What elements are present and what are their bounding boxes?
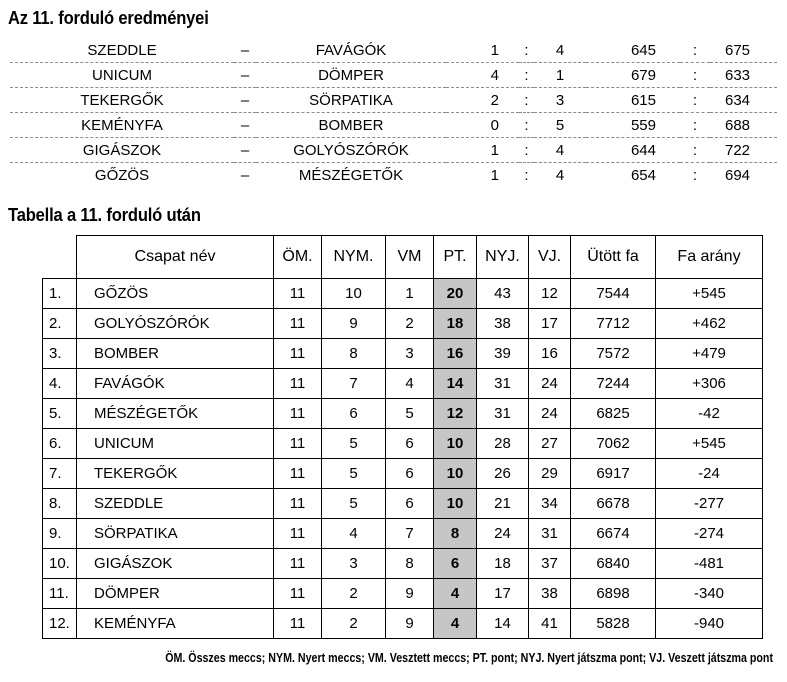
standings-om: 11 bbox=[274, 609, 322, 639]
standings-pt: 14 bbox=[434, 369, 477, 399]
standings-utott-fa: 6674 bbox=[571, 519, 656, 549]
standings-vj: 24 bbox=[529, 399, 571, 429]
match-dash: – bbox=[240, 166, 250, 184]
standings-vj: 27 bbox=[529, 429, 571, 459]
standings-nyj: 38 bbox=[477, 309, 529, 339]
match-sets-home: 1 bbox=[490, 141, 499, 159]
standings-row bbox=[43, 369, 763, 399]
standings-om: 11 bbox=[274, 369, 322, 399]
standings-nym: 6 bbox=[322, 399, 386, 429]
standings-nyj: 28 bbox=[477, 429, 529, 459]
standings-team: BOMBER bbox=[77, 339, 274, 369]
standings-rank: 2. bbox=[43, 309, 77, 339]
standings-rank: 11. bbox=[43, 579, 77, 609]
standings-om: 11 bbox=[274, 459, 322, 489]
standings-team: SZEDDLE bbox=[77, 489, 274, 519]
standings-utott-fa: 7244 bbox=[571, 369, 656, 399]
standings-om: 11 bbox=[274, 549, 322, 579]
standings-fa-arany: -274 bbox=[656, 519, 763, 549]
standings-utott-fa: 6898 bbox=[571, 579, 656, 609]
match-pins-away: 688 bbox=[724, 116, 751, 134]
standings-vj: 17 bbox=[529, 309, 571, 339]
match-away-team: DÖMPER bbox=[318, 66, 384, 84]
standings-header-row bbox=[43, 236, 763, 279]
standings-vj: 29 bbox=[529, 459, 571, 489]
standings-nyj: 14 bbox=[477, 609, 529, 639]
match-row bbox=[10, 38, 777, 63]
standings-pt: 12 bbox=[434, 399, 477, 429]
match-pins-away: 694 bbox=[724, 166, 751, 184]
standings-header-nym: NYM. bbox=[322, 236, 386, 279]
standings-nym: 2 bbox=[322, 609, 386, 639]
standings-table bbox=[42, 235, 763, 639]
standings-pt: 8 bbox=[434, 519, 477, 549]
match-dash: – bbox=[240, 116, 250, 134]
match-sets-away: 4 bbox=[555, 141, 565, 159]
standings-om: 11 bbox=[274, 339, 322, 369]
standings-vj: 38 bbox=[529, 579, 571, 609]
match-home-team: GIGÁSZOK bbox=[82, 141, 162, 159]
standings-pt: 6 bbox=[434, 549, 477, 579]
match-row bbox=[10, 88, 777, 113]
standings-fa-arany: +479 bbox=[656, 339, 763, 369]
standings-nym: 8 bbox=[322, 339, 386, 369]
standings-utott-fa: 6678 bbox=[571, 489, 656, 519]
match-sets-away: 4 bbox=[555, 166, 565, 184]
standings-utott-fa: 6840 bbox=[571, 549, 656, 579]
standings-nym: 4 bbox=[322, 519, 386, 549]
standings-rank: 8. bbox=[43, 489, 77, 519]
match-home-team: GŐZÖS bbox=[94, 166, 150, 184]
standings-om: 11 bbox=[274, 399, 322, 429]
match-home-team: TEKERGŐK bbox=[80, 91, 164, 109]
standings-utott-fa: 7572 bbox=[571, 339, 656, 369]
match-sets-colon: : bbox=[524, 41, 529, 59]
results-title: Az 11. forduló eredményei bbox=[8, 8, 209, 28]
standings-utott-fa: 6917 bbox=[571, 459, 656, 489]
match-pins-colon: : bbox=[692, 91, 698, 109]
standings-fa-arany: -24 bbox=[656, 459, 763, 489]
match-home-team: UNICUM bbox=[92, 66, 152, 84]
standings-nyj: 17 bbox=[477, 579, 529, 609]
legend-text: ÖM. Összes meccs; NYM. Nyert meccs; VM. Vesztett meccs; PT. pont; NYJ. Nyert játszma pont; VJ. Veszett játszma pont bbox=[165, 650, 774, 665]
standings-vm: 6 bbox=[386, 489, 434, 519]
standings-utott-fa: 7712 bbox=[571, 309, 656, 339]
standings-fa-arany: +462 bbox=[656, 309, 763, 339]
standings-header-utott-fa: Ütött fa bbox=[571, 236, 656, 279]
standings-team: TEKERGŐK bbox=[77, 459, 274, 489]
match-sets-home: 2 bbox=[490, 91, 499, 109]
standings-om: 11 bbox=[274, 579, 322, 609]
standings-nyj: 43 bbox=[477, 279, 529, 309]
standings-fa-arany: -940 bbox=[656, 609, 763, 639]
match-pins-away: 634 bbox=[724, 91, 751, 109]
standings-vm: 5 bbox=[386, 399, 434, 429]
standings-rank: 7. bbox=[43, 459, 77, 489]
standings-rank: 5. bbox=[43, 399, 77, 429]
standings-rank: 6. bbox=[43, 429, 77, 459]
standings-fa-arany: +545 bbox=[656, 429, 763, 459]
standings-nyj: 26 bbox=[477, 459, 529, 489]
standings-om: 11 bbox=[274, 489, 322, 519]
standings-team: GOLYÓSZÓRÓK bbox=[77, 309, 274, 339]
standings-team: UNICUM bbox=[77, 429, 274, 459]
match-sets-home: 0 bbox=[490, 116, 499, 134]
standings-om: 11 bbox=[274, 519, 322, 549]
standings-team: DÖMPER bbox=[77, 579, 274, 609]
standings-nym: 5 bbox=[322, 489, 386, 519]
standings-row bbox=[43, 609, 763, 639]
match-pins-home: 654 bbox=[630, 166, 656, 184]
match-away-team: SÖRPATIKA bbox=[309, 91, 393, 109]
match-sets-away: 4 bbox=[555, 41, 565, 59]
match-row bbox=[10, 113, 777, 138]
match-row bbox=[10, 63, 777, 88]
match-pins-colon: : bbox=[692, 141, 698, 159]
standings-fa-arany: -481 bbox=[656, 549, 763, 579]
standings-nyj: 24 bbox=[477, 519, 529, 549]
match-pins-home: 559 bbox=[630, 116, 656, 134]
standings-vm: 9 bbox=[386, 579, 434, 609]
match-pins-colon: : bbox=[692, 66, 698, 84]
standings-fa-arany: +306 bbox=[656, 369, 763, 399]
standings-row bbox=[43, 459, 763, 489]
standings-row bbox=[43, 399, 763, 429]
standings-pt: 20 bbox=[434, 279, 477, 309]
match-pins-home: 645 bbox=[630, 41, 656, 59]
match-pins-away: 722 bbox=[724, 141, 751, 159]
match-away-team: MÉSZÉGETŐK bbox=[298, 166, 404, 184]
standings-header-nyj: NYJ. bbox=[477, 236, 529, 279]
standings-om: 11 bbox=[274, 429, 322, 459]
standings-nym: 5 bbox=[322, 429, 386, 459]
match-row bbox=[10, 138, 777, 163]
standings-pt: 10 bbox=[434, 489, 477, 519]
standings-vj: 24 bbox=[529, 369, 571, 399]
standings-vj: 34 bbox=[529, 489, 571, 519]
match-sets-home: 1 bbox=[490, 41, 499, 59]
standings-rank: 10. bbox=[43, 549, 77, 579]
standings-row bbox=[43, 279, 763, 309]
standings-vm: 3 bbox=[386, 339, 434, 369]
match-pins-home: 615 bbox=[630, 91, 656, 109]
standings-nyj: 39 bbox=[477, 339, 529, 369]
match-sets-colon: : bbox=[524, 66, 529, 84]
standings-vm: 8 bbox=[386, 549, 434, 579]
standings-rank: 3. bbox=[43, 339, 77, 369]
standings-nym: 10 bbox=[322, 279, 386, 309]
standings-team: FAVÁGÓK bbox=[77, 369, 274, 399]
standings-team: GIGÁSZOK bbox=[77, 549, 274, 579]
match-sets-colon: : bbox=[524, 141, 529, 159]
match-sets-home: 1 bbox=[490, 166, 499, 184]
match-sets-away: 1 bbox=[555, 66, 565, 84]
match-pins-colon: : bbox=[692, 116, 698, 134]
standings-nym: 7 bbox=[322, 369, 386, 399]
standings-row bbox=[43, 519, 763, 549]
match-dash: – bbox=[240, 41, 250, 59]
standings-nym: 9 bbox=[322, 309, 386, 339]
standings-vj: 41 bbox=[529, 609, 571, 639]
standings-header-om: ÖM. bbox=[274, 236, 322, 279]
standings-vj: 37 bbox=[529, 549, 571, 579]
standings-team: MÉSZÉGETŐK bbox=[77, 399, 274, 429]
standings-row bbox=[43, 309, 763, 339]
standings-utott-fa: 7544 bbox=[571, 279, 656, 309]
standings-rank: 4. bbox=[43, 369, 77, 399]
standings-title: Tabella a 11. forduló után bbox=[8, 205, 201, 225]
standings-om: 11 bbox=[274, 309, 322, 339]
standings-vm: 6 bbox=[386, 429, 434, 459]
match-row bbox=[10, 163, 777, 188]
standings-pt: 4 bbox=[434, 579, 477, 609]
match-away-team: GOLYÓSZÓRÓK bbox=[293, 141, 409, 159]
standings-om: 11 bbox=[274, 279, 322, 309]
standings-header-team: Csapat név bbox=[77, 236, 274, 279]
standings-vm: 4 bbox=[386, 369, 434, 399]
standings-nyj: 31 bbox=[477, 369, 529, 399]
standings-vj: 12 bbox=[529, 279, 571, 309]
match-away-team: FAVÁGÓK bbox=[315, 41, 387, 59]
standings-pt: 10 bbox=[434, 459, 477, 489]
standings-header-vj: VJ. bbox=[529, 236, 571, 279]
standings-team: SÖRPATIKA bbox=[77, 519, 274, 549]
match-dash: – bbox=[240, 66, 250, 84]
match-dash: – bbox=[240, 141, 250, 159]
match-sets-colon: : bbox=[524, 166, 529, 184]
standings-utott-fa: 7062 bbox=[571, 429, 656, 459]
standings-team: GŐZÖS bbox=[77, 279, 274, 309]
standings-vm: 1 bbox=[386, 279, 434, 309]
match-pins-home: 644 bbox=[630, 141, 656, 159]
match-pins-home: 679 bbox=[630, 66, 656, 84]
standings-rank: 9. bbox=[43, 519, 77, 549]
results-table bbox=[10, 38, 777, 187]
match-sets-away: 3 bbox=[555, 91, 565, 109]
standings-header-rank-spacer bbox=[43, 236, 77, 279]
standings-pt: 10 bbox=[434, 429, 477, 459]
match-dash: – bbox=[240, 91, 250, 109]
standings-fa-arany: +545 bbox=[656, 279, 763, 309]
standings-row bbox=[43, 579, 763, 609]
standings-team: KEMÉNYFA bbox=[77, 609, 274, 639]
standings-nym: 5 bbox=[322, 459, 386, 489]
standings-row bbox=[43, 549, 763, 579]
standings-rank: 12. bbox=[43, 609, 77, 639]
match-away-team: BOMBER bbox=[318, 116, 384, 134]
standings-nyj: 18 bbox=[477, 549, 529, 579]
standings-fa-arany: -340 bbox=[656, 579, 763, 609]
match-pins-away: 633 bbox=[724, 66, 751, 84]
match-home-team: KEMÉNYFA bbox=[81, 116, 163, 134]
standings-row bbox=[43, 339, 763, 369]
standings-row bbox=[43, 489, 763, 519]
standings-vj: 16 bbox=[529, 339, 571, 369]
standings-pt: 4 bbox=[434, 609, 477, 639]
match-sets-colon: : bbox=[524, 116, 529, 134]
match-pins-colon: : bbox=[692, 166, 698, 184]
match-pins-colon: : bbox=[692, 41, 698, 59]
match-sets-colon: : bbox=[524, 91, 529, 109]
standings-header-fa-arany: Fa arány bbox=[656, 236, 763, 279]
standings-vm: 7 bbox=[386, 519, 434, 549]
standings-vm: 9 bbox=[386, 609, 434, 639]
match-sets-away: 5 bbox=[555, 116, 565, 134]
standings-nym: 2 bbox=[322, 579, 386, 609]
standings-nym: 3 bbox=[322, 549, 386, 579]
match-sets-home: 4 bbox=[490, 66, 499, 84]
standings-row bbox=[43, 429, 763, 459]
standings-utott-fa: 6825 bbox=[571, 399, 656, 429]
standings-nyj: 21 bbox=[477, 489, 529, 519]
standings-header-pt: PT. bbox=[434, 236, 477, 279]
standings-nyj: 31 bbox=[477, 399, 529, 429]
standings-pt: 18 bbox=[434, 309, 477, 339]
match-home-team: SZEDDLE bbox=[87, 41, 157, 59]
standings-fa-arany: -42 bbox=[656, 399, 763, 429]
standings-rank: 1. bbox=[43, 279, 77, 309]
standings-fa-arany: -277 bbox=[656, 489, 763, 519]
standings-vm: 2 bbox=[386, 309, 434, 339]
standings-vm: 6 bbox=[386, 459, 434, 489]
standings-pt: 16 bbox=[434, 339, 477, 369]
standings-vj: 31 bbox=[529, 519, 571, 549]
standings-header-vm: VM bbox=[386, 236, 434, 279]
match-pins-away: 675 bbox=[724, 41, 751, 59]
standings-utott-fa: 5828 bbox=[571, 609, 656, 639]
